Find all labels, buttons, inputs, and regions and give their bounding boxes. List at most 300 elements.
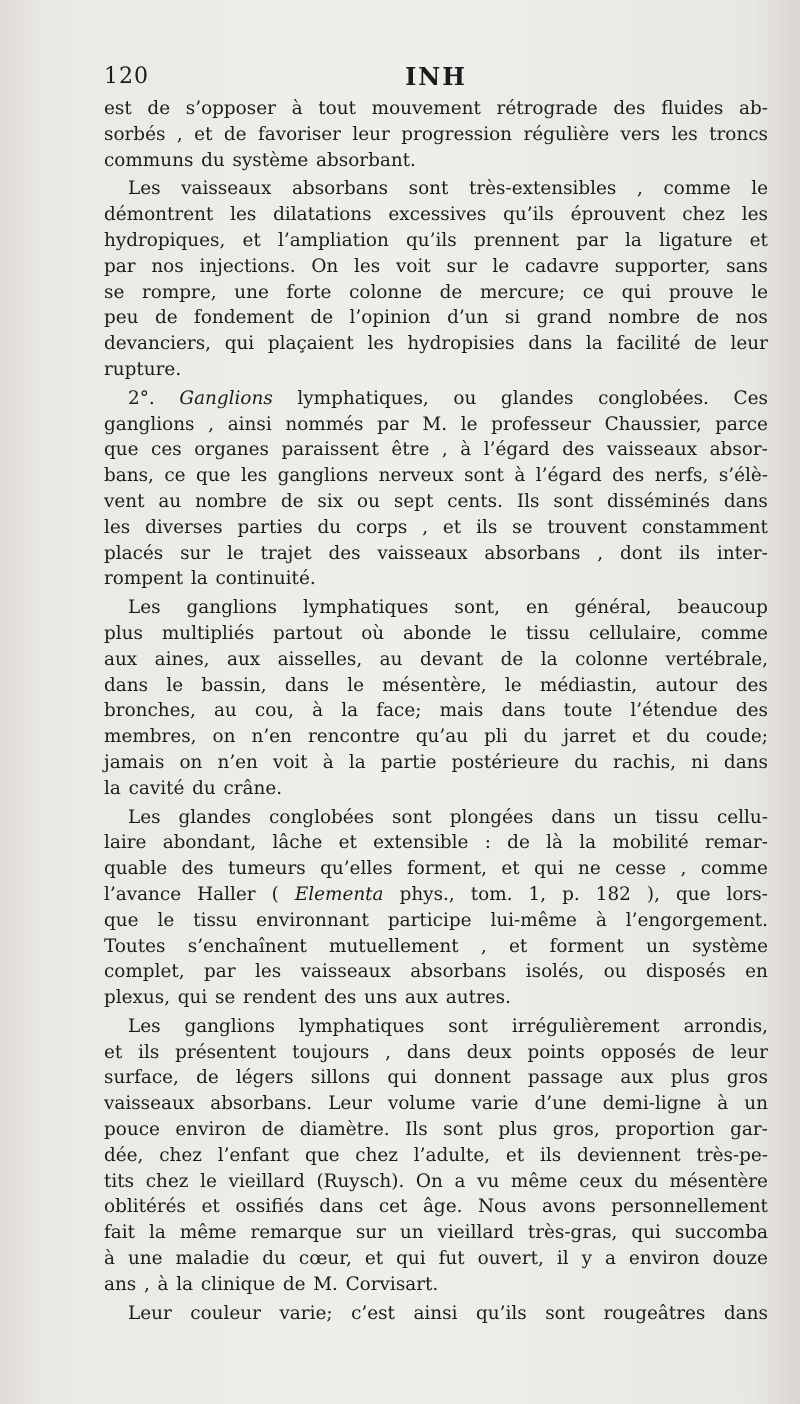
word: ainsi: [227, 413, 272, 435]
word: demi-ligne: [602, 1093, 702, 1115]
running-head: INH: [405, 62, 467, 91]
word: et: [364, 1248, 384, 1270]
word: dée,: [104, 1144, 144, 1166]
word: aisselles,: [277, 648, 363, 670]
word: forment,: [406, 858, 488, 880]
word: à: [322, 751, 334, 773]
word: et: [749, 229, 768, 251]
word: ni: [691, 751, 709, 773]
word: oblitérés: [104, 1196, 186, 1218]
word: une: [127, 1248, 163, 1270]
word: éprouvent: [570, 204, 666, 226]
text-line: [104, 647, 768, 673]
word: des: [735, 700, 768, 722]
word: et: [338, 832, 357, 854]
text-line: [104, 1014, 768, 1040]
word: Elementa: [294, 883, 384, 905]
word: mutuellement: [329, 935, 459, 957]
text-line: [104, 595, 768, 621]
word: à: [104, 1248, 115, 1270]
word: autour: [655, 674, 718, 696]
word: de: [261, 1119, 285, 1141]
word: dans: [406, 1041, 451, 1063]
word: mouvement: [371, 98, 481, 119]
word: un: [646, 935, 670, 957]
word: la: [176, 1273, 194, 1295]
word: dans: [723, 490, 768, 512]
text-line: [104, 1301, 768, 1327]
word: proportion: [615, 1119, 715, 1141]
word: sillons: [310, 1067, 371, 1089]
word: et: [201, 1196, 220, 1218]
word: à: [514, 465, 526, 487]
word: et: [442, 516, 462, 538]
word: dans: [528, 333, 573, 355]
word: qu’au: [415, 726, 469, 748]
word: surface,: [104, 1067, 179, 1089]
word: du: [574, 751, 598, 773]
word: absor-: [709, 439, 768, 461]
word: environ: [628, 1248, 700, 1270]
word: gros,: [552, 1119, 600, 1141]
word: volume: [387, 1093, 456, 1115]
word: membres,: [104, 726, 197, 748]
word: ab-: [738, 98, 768, 119]
word: bans,: [104, 465, 154, 487]
word: Ils: [405, 1119, 428, 1141]
word: de: [282, 1273, 306, 1295]
text-line: [104, 1272, 768, 1298]
word: des: [328, 542, 361, 564]
word: le: [504, 674, 522, 696]
word: ligature: [659, 229, 733, 251]
word: sur: [446, 255, 477, 277]
word: d’un: [447, 307, 489, 329]
text-line: [104, 805, 768, 831]
word: nos: [735, 307, 768, 329]
word: ganglions: [277, 465, 369, 487]
word: cellu-: [716, 806, 768, 828]
word: ces: [151, 439, 182, 461]
word: qui: [534, 858, 564, 880]
word: qui: [631, 1222, 661, 1244]
word: y: [581, 1248, 592, 1270]
word: cesse: [615, 858, 667, 880]
word: postérieure: [451, 751, 560, 773]
word: un: [613, 806, 637, 828]
word: avons: [541, 1196, 596, 1218]
word: passage: [527, 1067, 604, 1089]
word: de: [694, 333, 717, 355]
text-line: [104, 856, 768, 882]
text-line: [104, 437, 768, 463]
word: nombre: [195, 490, 267, 512]
word: Ganglions: [179, 387, 273, 409]
word: ne: [578, 858, 601, 880]
word: à: [157, 1273, 169, 1295]
word: dans: [319, 1196, 364, 1218]
word: rétrograde: [496, 98, 598, 119]
word: sont: [448, 1015, 488, 1037]
word: ou: [603, 961, 627, 983]
word: plus: [670, 1067, 710, 1089]
word: ce: [582, 281, 604, 303]
word: aux: [404, 987, 439, 1009]
word: ganglions: [184, 1015, 275, 1037]
word: 182: [595, 883, 631, 905]
word: sont: [443, 1119, 483, 1141]
word: absorbans: [410, 961, 507, 983]
word: vent: [104, 490, 145, 512]
word: aux: [226, 648, 261, 670]
word: partie: [380, 751, 437, 773]
word: Chaussier,: [604, 413, 702, 435]
word: les: [230, 204, 257, 226]
word: n’en: [217, 751, 258, 773]
word: se: [214, 987, 236, 1009]
text-line: [104, 1194, 768, 1220]
word: les: [104, 516, 131, 538]
word: l’adulte,: [413, 1144, 491, 1166]
text-line: [104, 1117, 768, 1143]
word: conglobées.: [598, 387, 709, 409]
word: absorbans: [291, 178, 389, 200]
word: les: [354, 255, 381, 277]
word: deviennent: [576, 1144, 681, 1166]
word: environnant: [256, 909, 369, 931]
word: être: [391, 439, 430, 461]
word: rompre,: [141, 281, 217, 303]
text-line: [104, 412, 768, 438]
word: tissu: [525, 622, 570, 644]
text-line: [104, 1091, 768, 1117]
text-line: [104, 331, 768, 357]
word: vieillard: [437, 1222, 514, 1244]
word: tumeurs: [228, 858, 306, 880]
word: de: [310, 307, 334, 329]
text-line: [104, 176, 768, 202]
word: ou: [453, 387, 477, 409]
word: Haller: [197, 883, 256, 905]
word: rupture.: [104, 358, 182, 380]
word: facilité: [616, 333, 681, 355]
word: au: [213, 700, 237, 722]
word: Les: [128, 1015, 161, 1037]
word: ainsi: [413, 1302, 458, 1324]
word: ans: [104, 1273, 137, 1295]
word: ,: [176, 123, 183, 145]
text-line: [104, 698, 768, 724]
word: ils: [476, 516, 498, 538]
word: et: [631, 726, 651, 748]
word: fluides: [661, 98, 724, 119]
word: gros: [726, 1067, 768, 1089]
word: où: [361, 622, 385, 644]
word: ,: [680, 858, 687, 880]
word: de: [154, 307, 178, 329]
word: la: [625, 229, 642, 251]
word: vaisseaux: [181, 178, 272, 200]
word: conglobées: [269, 806, 374, 828]
word: la: [190, 568, 208, 590]
word: vaisseaux: [377, 542, 468, 564]
word: mésentère: [669, 1170, 768, 1192]
word: ),: [646, 883, 660, 905]
word: Ces: [733, 387, 768, 409]
word: qui: [387, 1067, 417, 1089]
word: vertébrale,: [665, 648, 768, 670]
text-line: [104, 463, 768, 489]
word: qu’ils: [503, 204, 554, 226]
word: lâche: [272, 832, 323, 854]
word: points: [527, 1041, 585, 1063]
word: jamais: [104, 751, 165, 773]
word: dilatations: [273, 204, 372, 226]
word: remar-: [704, 832, 768, 854]
word: l’avance: [104, 883, 182, 905]
word: l’engorgement.: [625, 909, 768, 931]
word: parce: [715, 413, 768, 435]
word: par: [204, 961, 236, 983]
word: plaçaient: [267, 333, 354, 355]
word: forte: [286, 281, 332, 303]
word: chez: [355, 1144, 398, 1166]
word: voit: [396, 255, 431, 277]
word: des: [612, 465, 645, 487]
text-line: [104, 566, 768, 592]
word: le: [751, 178, 768, 200]
word: communs: [104, 149, 194, 171]
word: l’ampliation: [277, 229, 389, 251]
word: cellulaire,: [588, 622, 682, 644]
word: diverses: [145, 516, 223, 538]
word: que: [304, 1144, 340, 1166]
word: ils: [138, 1041, 160, 1063]
text-line: [104, 621, 768, 647]
word: des: [181, 858, 214, 880]
word: multipliés: [161, 622, 255, 644]
word: gar-: [730, 1119, 768, 1141]
word: excessives: [388, 204, 487, 226]
word: autres.: [445, 987, 511, 1009]
word: a: [454, 1170, 466, 1192]
word: sont: [545, 1302, 585, 1324]
word: cavité: [128, 777, 185, 799]
word: hydropisies: [407, 333, 515, 355]
word: est: [104, 98, 132, 119]
word: le: [226, 542, 244, 564]
word: tissu: [193, 909, 238, 931]
text-line: [104, 959, 768, 985]
word: la: [149, 1222, 166, 1244]
word: dans: [723, 1302, 768, 1324]
word: tout: [318, 98, 356, 119]
text-line: [104, 1143, 768, 1169]
word: hydropiques,: [104, 229, 226, 251]
word: système: [232, 149, 309, 171]
text-line: [104, 673, 768, 699]
text-line: [104, 489, 768, 515]
word: complet,: [104, 961, 185, 983]
text-line: [104, 96, 768, 122]
word: abondant,: [162, 832, 257, 854]
word: douze: [712, 1248, 768, 1270]
word: On: [311, 255, 339, 277]
word: vaisseaux: [606, 439, 698, 461]
word: le: [492, 255, 510, 277]
word: la: [540, 648, 558, 670]
word: il: [556, 1248, 569, 1270]
word: phys.,: [399, 883, 455, 905]
word: donnent: [434, 1067, 511, 1089]
word: ,: [597, 542, 604, 564]
word: plongées: [449, 806, 534, 828]
word: arrondis,: [683, 1015, 768, 1037]
text-line: [104, 882, 768, 908]
word: rendent: [243, 987, 317, 1009]
word: lors-: [726, 883, 768, 905]
word: le: [200, 1170, 217, 1192]
word: ou: [357, 490, 380, 512]
word: devanciers,: [104, 333, 211, 355]
word: beaucoup: [677, 597, 768, 619]
word: 2°.: [128, 387, 155, 409]
word: forment: [549, 935, 624, 957]
word: favoriser: [257, 123, 341, 145]
word: Les: [128, 806, 161, 828]
word: grand: [536, 307, 592, 329]
word: deux: [466, 1041, 512, 1063]
word: ossifiés: [235, 1196, 304, 1218]
word: ouvert,: [477, 1248, 544, 1270]
word: progression: [401, 123, 513, 145]
word: les: [367, 333, 394, 355]
word: clinique: [200, 1273, 276, 1295]
word: aux: [104, 648, 138, 670]
word: dans: [551, 806, 596, 828]
word: colonne: [575, 648, 649, 670]
word: nommés: [285, 413, 364, 435]
word: se: [512, 516, 533, 538]
word: c’est: [351, 1302, 395, 1324]
word: des: [562, 439, 595, 461]
word: à: [717, 1093, 729, 1115]
word: l’égard: [535, 465, 602, 487]
word: on: [179, 751, 203, 773]
word: laire: [104, 832, 147, 854]
word: du: [523, 726, 548, 748]
word: tits: [104, 1170, 135, 1192]
word: ,: [385, 1041, 391, 1063]
body-text: [104, 96, 768, 1326]
word: environ: [175, 1119, 247, 1141]
word: chez: [682, 204, 725, 226]
word: Toutes: [104, 935, 166, 957]
word: injections.: [199, 255, 296, 277]
word: glandes: [178, 806, 252, 828]
word: le: [751, 281, 768, 303]
word: abonde: [403, 622, 472, 644]
word: régulière: [523, 123, 610, 145]
word: et: [509, 935, 528, 957]
word: de: [223, 123, 247, 145]
word: p.: [562, 883, 580, 905]
word: à: [291, 98, 303, 119]
word: face;: [376, 700, 422, 722]
text-line: [104, 830, 768, 856]
word: les: [741, 204, 768, 226]
word: une: [234, 281, 269, 303]
word: leur: [730, 333, 768, 355]
word: un: [399, 1222, 424, 1244]
word: chez: [145, 1170, 189, 1192]
word: pli: [484, 726, 508, 748]
word: corps: [355, 516, 408, 538]
word: du: [317, 516, 342, 538]
word: comme: [700, 622, 768, 644]
word: ganglions: [104, 413, 195, 435]
word: les: [240, 465, 268, 487]
word: de: [439, 281, 463, 303]
word: organes: [194, 439, 269, 461]
word: fondement: [194, 307, 294, 329]
word: des: [324, 987, 357, 1009]
word: diamètre.: [299, 1119, 390, 1141]
word: partout: [273, 622, 343, 644]
word: coude;: [705, 726, 768, 748]
text-line: [104, 305, 768, 331]
word: disséminés: [607, 490, 710, 512]
word: vaisseaux: [300, 961, 391, 983]
word: sont: [408, 178, 449, 200]
word: vieillard: [228, 1170, 305, 1192]
word: bronches,: [104, 700, 196, 722]
word: on: [212, 726, 236, 748]
word: peu: [104, 307, 139, 329]
word: sont,: [454, 597, 500, 619]
word: mésentère,: [382, 674, 487, 696]
word: à: [595, 909, 607, 931]
word: ,: [636, 178, 643, 200]
word: dans: [284, 674, 329, 696]
word: de: [280, 490, 304, 512]
word: ceux: [579, 1170, 623, 1192]
word: ,: [208, 413, 215, 435]
word: plus: [498, 1119, 538, 1141]
word: la: [348, 751, 366, 773]
word: troncs: [709, 123, 768, 145]
word: au: [158, 490, 182, 512]
word: l’étendue: [630, 700, 718, 722]
text-line: [104, 541, 768, 567]
word: prouve: [668, 281, 734, 303]
text-line: [104, 724, 768, 750]
word: (Ruysch).: [316, 1170, 405, 1192]
word: rompent: [104, 568, 184, 590]
word: et: [194, 123, 213, 145]
word: absorbant.: [316, 149, 416, 171]
word: chez: [159, 1144, 202, 1166]
word: inter-: [716, 542, 768, 564]
text-line: [104, 985, 768, 1011]
word: et: [505, 1144, 525, 1166]
word: même: [179, 1222, 237, 1244]
word: cet: [378, 1196, 408, 1218]
word: si: [504, 307, 521, 329]
word: même: [510, 1170, 568, 1192]
page-number: 120: [104, 64, 149, 89]
word: 1,: [528, 883, 547, 905]
